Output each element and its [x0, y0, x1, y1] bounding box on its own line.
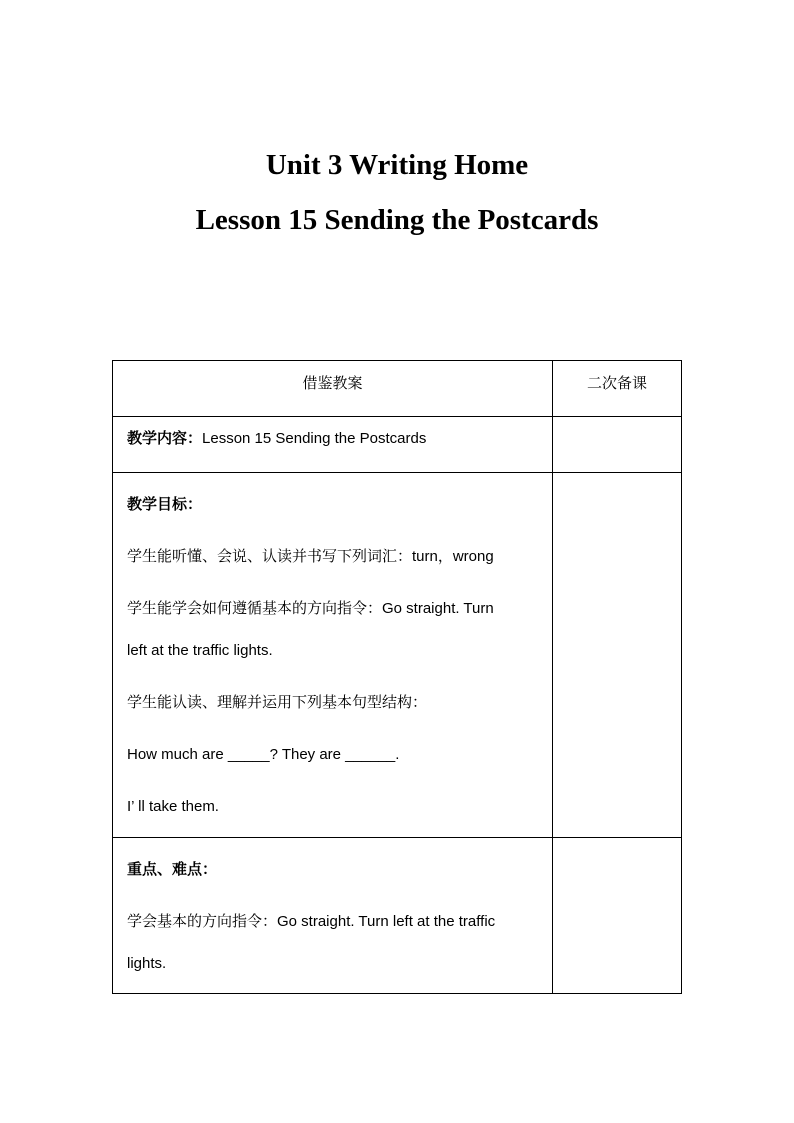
- objective-line-1: 学生能听懂、会说、认读并书写下列词汇：turn，wrong: [127, 548, 494, 565]
- objective-line-3: 学生能认读、理解并运用下列基本句型结构：: [127, 694, 428, 711]
- header-side-label: 二次备课: [586, 375, 647, 392]
- content-side-cell: [553, 417, 682, 473]
- header-main-label: 借鉴教案: [302, 375, 363, 392]
- lesson-title: Lesson 15 Sending the Postcards: [195, 204, 599, 236]
- content-label: 教学内容：: [127, 430, 203, 447]
- lesson-plan-table: [112, 360, 682, 994]
- objective-line-2a: 学生能学会如何遵循基本的方向指令：Go straight. Turn: [127, 600, 494, 617]
- key-points-row: [113, 838, 682, 994]
- key-points-title: 重点、难点：: [127, 861, 218, 878]
- key-point-line-1a: 学会基本的方向指令：Go straight. Turn left at the traffic: [127, 913, 496, 930]
- key-points-side-cell: [553, 838, 682, 994]
- header-main-cell: [113, 361, 553, 417]
- header-side-cell: [553, 361, 682, 417]
- content-value: Lesson 15 Sending the Postcards: [202, 430, 427, 447]
- objective-line-4: How much are _____? They are ______.: [127, 746, 400, 763]
- objective-line-2b: left at the traffic lights.: [127, 642, 273, 659]
- objectives-title: 教学目标：: [127, 496, 203, 513]
- objectives-cell: [113, 473, 553, 838]
- key-points-cell: [113, 838, 553, 994]
- table-header-row: [113, 361, 682, 417]
- content-cell: [113, 417, 553, 473]
- unit-title: Unit 3 Writing Home: [265, 149, 529, 181]
- content-row: [113, 417, 682, 473]
- objectives-row: [113, 473, 682, 838]
- objective-line-5: I’ ll take them.: [127, 798, 219, 815]
- objectives-side-cell: [553, 473, 682, 838]
- document-title: [0, 138, 794, 248]
- key-point-line-1b: lights.: [127, 955, 167, 972]
